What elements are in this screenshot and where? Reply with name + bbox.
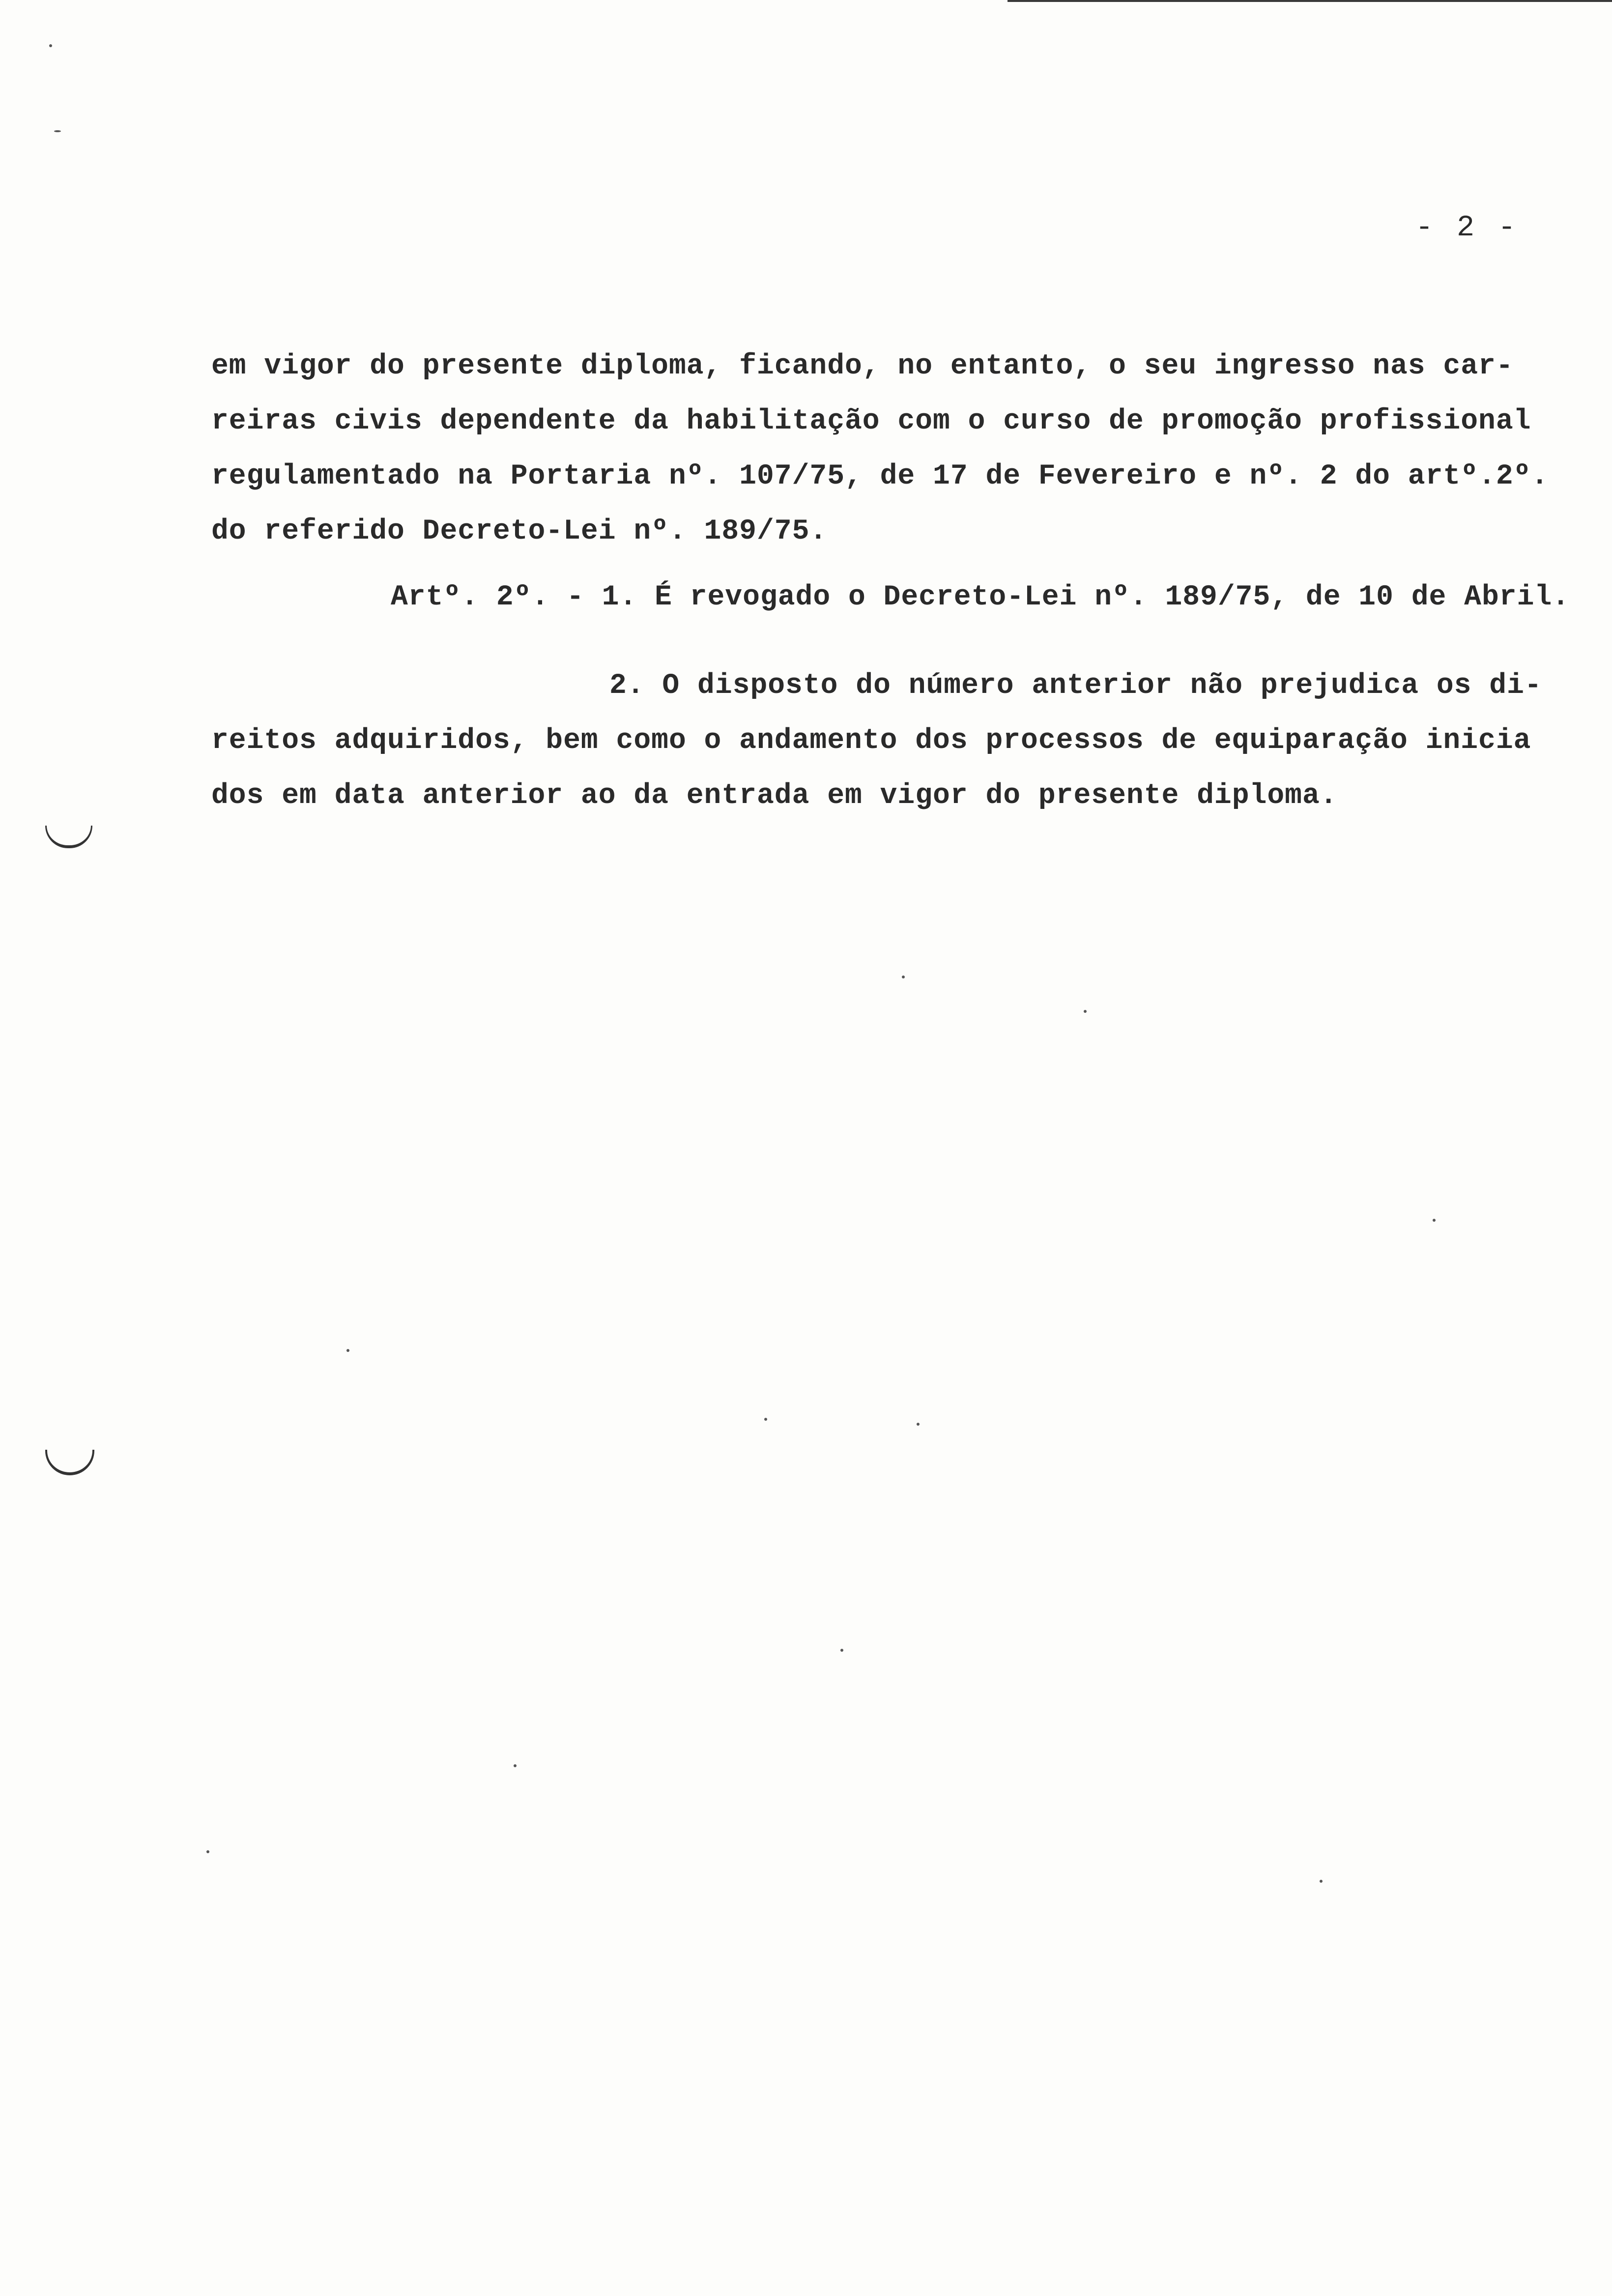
text-line: em vigor do presente diploma, ficando, no entanto, o seu ingresso nas car- <box>211 350 1514 382</box>
text-line: regulamentado na Portaria nº. 107/75, de 17 de Fevereiro e nº. 2 do artº.2º. <box>211 460 1549 492</box>
scan-speck <box>54 130 61 132</box>
text-line: Artº. 2º. - 1. É revogado o Decreto-Lei nº. 189/75, de 10 de Abril. <box>391 581 1570 613</box>
punch-hole-mark <box>45 826 92 848</box>
scan-speck <box>346 1349 349 1352</box>
scan-speck <box>206 1850 209 1853</box>
scan-speck <box>917 1423 920 1426</box>
scan-speck <box>1433 1219 1436 1222</box>
text-line: reiras civis dependente da habilitação com o curso de promoção profissional <box>211 405 1531 437</box>
scan-speck <box>764 1418 767 1421</box>
scan-speck <box>1320 1880 1323 1883</box>
punch-hole-mark <box>45 1450 94 1475</box>
text-line: dos em data anterior ao da entrada em vigor do presente diploma. <box>211 780 1338 812</box>
scan-speck <box>1084 1010 1087 1013</box>
top-border-line <box>1008 0 1612 2</box>
text-line: do referido Decreto-Lei nº. 189/75. <box>211 516 828 547</box>
text-line: reitos adquiridos, bem como o andamento dos processos de equiparação inicia <box>211 725 1531 757</box>
paragraph-continuation <box>211 339 1602 559</box>
article-2-paragraph-2 <box>211 659 1602 824</box>
scan-speck <box>902 976 905 978</box>
scan-speck <box>840 1649 843 1652</box>
page-number: - 2 - <box>1415 211 1519 245</box>
scan-speck <box>49 44 52 47</box>
text-line: 2. O disposto do número anterior não prejudica os di- <box>609 670 1542 702</box>
article-2-paragraph-1 <box>391 570 1612 625</box>
scan-speck <box>514 1764 517 1767</box>
